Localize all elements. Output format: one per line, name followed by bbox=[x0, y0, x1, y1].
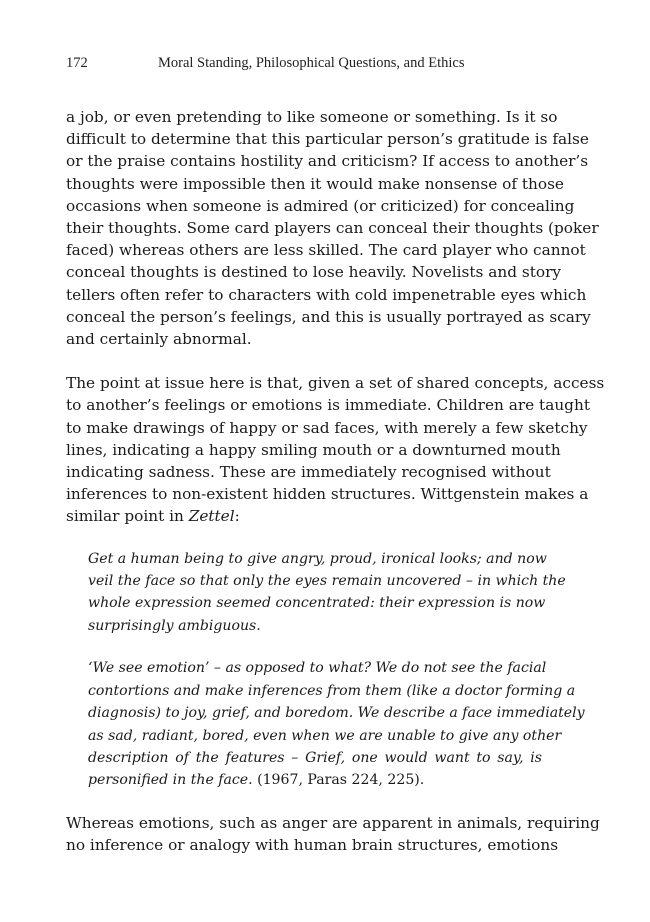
text-line: no inference or analogy with human brain structures, emotions bbox=[66, 835, 559, 854]
text-line: thoughts were impossible then it would make nonsense of those bbox=[66, 174, 564, 193]
text-line: their thoughts. Some card players can conceal their thoughts (poker bbox=[66, 219, 599, 238]
quote-line: description of the features – Grief, one would want to say, is bbox=[88, 749, 542, 766]
quote-citation: (1967, Paras 224, 225). bbox=[252, 772, 425, 789]
text-line: to make drawings of happy or sad faces, with merely a few sketchy bbox=[66, 418, 588, 437]
page-body bbox=[66, 106, 605, 856]
book-title: Zettel bbox=[188, 507, 235, 526]
text-line: The point at issue here is that, given a set of shared concepts, access bbox=[66, 374, 605, 393]
text-line: inferences to non-existent hidden structures. Wittgenstein makes a bbox=[66, 485, 589, 504]
text-line: difficult to determine that this particular person’s gratitude is false bbox=[66, 130, 589, 149]
quote-line bbox=[88, 769, 542, 791]
text-run: similar point in bbox=[66, 507, 189, 526]
running-header bbox=[66, 53, 546, 73]
paragraph-2 bbox=[66, 372, 605, 527]
text-line: Whereas emotions, such as anger are apparent in animals, requiring bbox=[66, 813, 600, 832]
text-line: conceal the person’s feelings, and this is usually portrayed as scary bbox=[66, 307, 591, 326]
text-line: indicating sadness. These are immediately recognised without bbox=[66, 463, 551, 482]
quote-line: as sad, radiant, bored, even when we are unable to give any other bbox=[88, 727, 562, 744]
text-line: or the praise contains hostility and criticism? If access to another’s bbox=[66, 152, 589, 171]
quote-line: veil the face so that only the eyes remain uncovered – in which the bbox=[88, 573, 566, 590]
text-line: faced) whereas others are less skilled. The card player who cannot bbox=[66, 241, 586, 260]
text-line: tellers often refer to characters with cold impenetrable eyes which bbox=[66, 285, 587, 304]
text-line: to another’s feelings or emotions is immediate. Children are taught bbox=[66, 396, 590, 415]
block-quote-2 bbox=[88, 657, 585, 791]
quote-line: whole expression seemed concentrated: their expression is now bbox=[88, 595, 546, 612]
text-line: and certainly abnormal. bbox=[66, 330, 252, 349]
quote-line: contortions and make inferences from them (like a doctor forming a bbox=[88, 682, 576, 699]
text-line bbox=[66, 505, 542, 527]
text-line: a job, or even pretending to like someone or something. Is it so bbox=[66, 108, 558, 126]
text-line: conceal thoughts is destined to lose heavily. Novelists and story bbox=[66, 263, 562, 282]
paragraph-1 bbox=[66, 106, 599, 350]
quote-text-run: personified in the face. bbox=[88, 772, 253, 789]
quote-line: ‘We see emotion’ – as opposed to what? We do not see the facial bbox=[88, 660, 547, 677]
quote-line: surprisingly ambiguous. bbox=[88, 617, 261, 634]
text-line: lines, indicating a happy smiling mouth or a downturned mouth bbox=[66, 440, 561, 459]
paragraph-3 bbox=[66, 812, 600, 856]
page-number: 172 bbox=[66, 55, 88, 71]
text-line: occasions when someone is admired (or criticized) for concealing bbox=[66, 196, 575, 215]
quote-line: Get a human being to give angry, proud, ironical looks; and now bbox=[88, 550, 547, 567]
block-quote-1 bbox=[88, 548, 566, 638]
quote-line: diagnosis) to joy, grief, and boredom. We describe a face immediately bbox=[88, 705, 585, 722]
running-title: Moral Standing, Philosophical Questions, and Ethics bbox=[158, 55, 465, 71]
text-run: : bbox=[234, 507, 240, 526]
